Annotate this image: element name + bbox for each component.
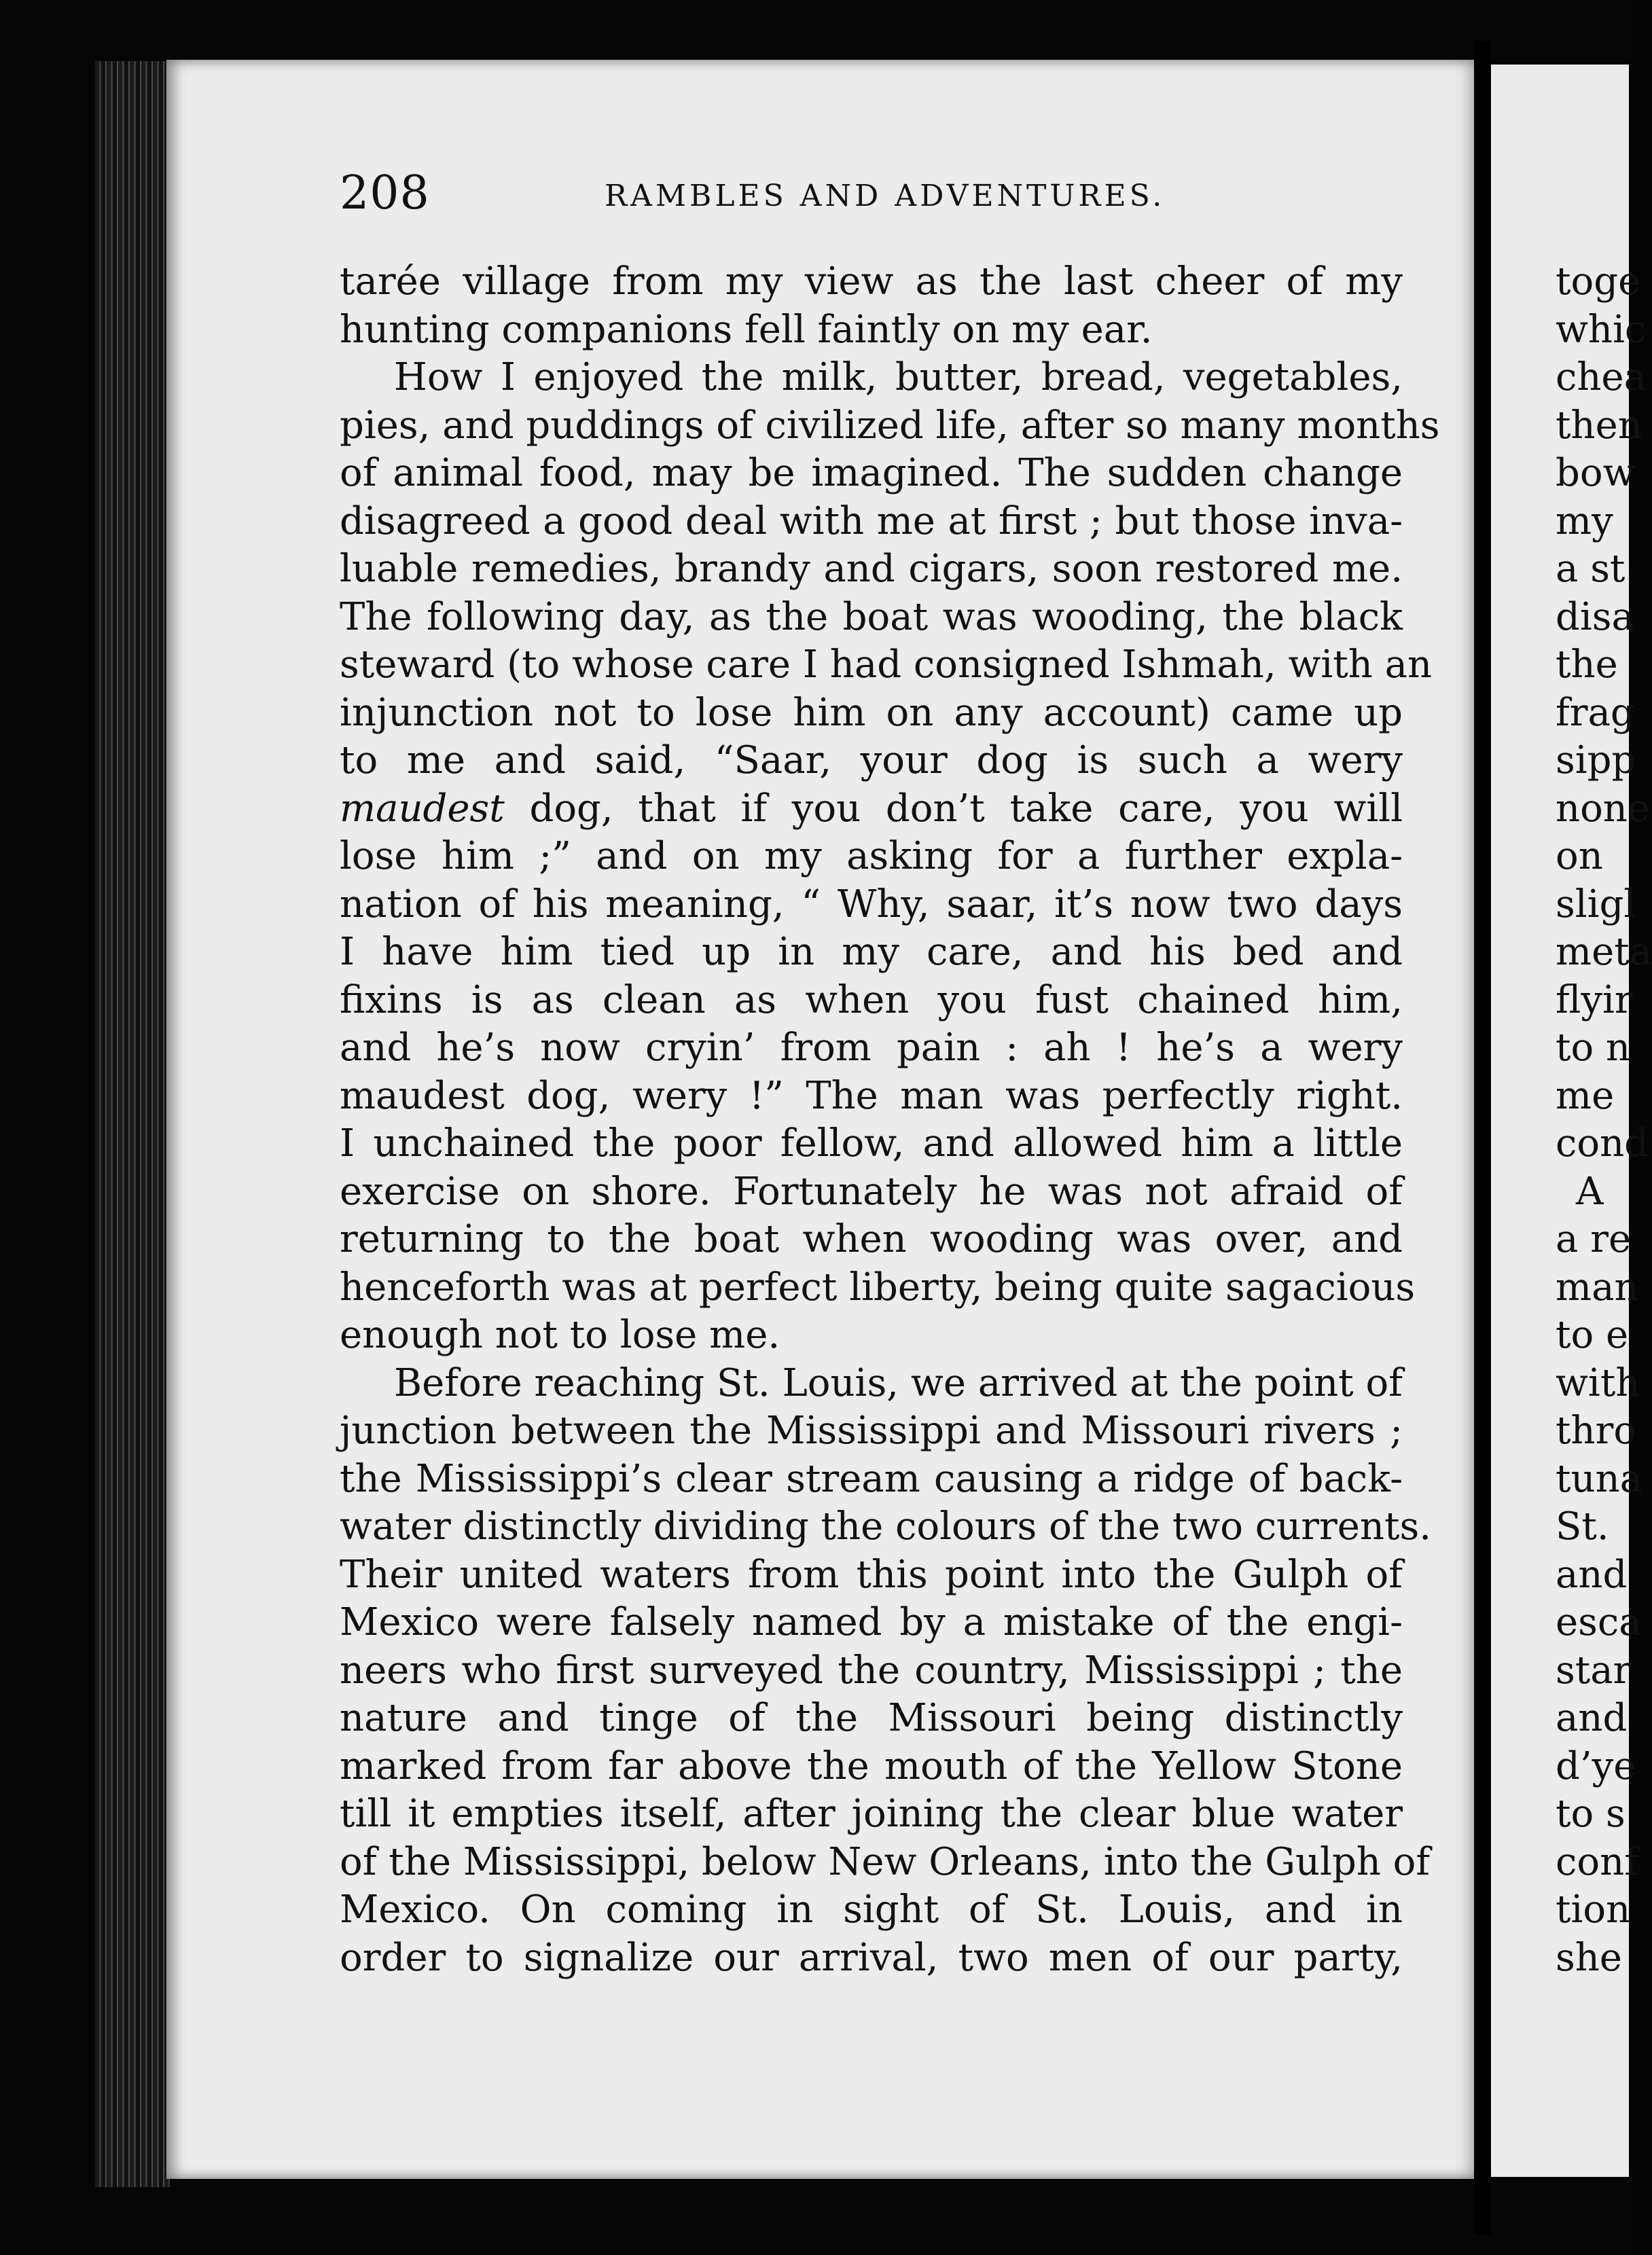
page-edges [95, 61, 170, 2187]
text-line: nature and tinge of the Missouri being distinctly [340, 1696, 1403, 1740]
text-line: steward (to whose care I had consigned Ishmah, with an [340, 643, 1433, 687]
book-gutter [1474, 41, 1491, 2235]
fragment-line: toge [1556, 259, 1641, 304]
text-line: of animal food, may be imagined. The sudden change [340, 451, 1403, 495]
fragment-line: whic [1556, 307, 1647, 352]
text-line-italic: maudest dog, that if you don’t take care, you will [340, 786, 1403, 831]
fragment-line: none [1556, 786, 1650, 831]
text-line: pies, and puddings of civilized life, after so many months [340, 403, 1440, 448]
italic-word: maudest [340, 786, 505, 831]
fragment-line: on [1556, 834, 1603, 878]
fragment-line: bow [1556, 451, 1636, 495]
fragment-line: meta [1556, 930, 1652, 974]
text-line: neers who first surveyed the country, Mississippi ; the [340, 1648, 1403, 1693]
text-line: tarée village from my view as the last cheer of my [340, 259, 1403, 304]
text-line: water distinctly dividing the colours of the two currents. [340, 1504, 1432, 1549]
text-line: marked from far above the mouth of the Yellow Stone [340, 1744, 1403, 1788]
fragment-line: to e [1556, 1313, 1629, 1357]
fragment-line: a re [1556, 1217, 1632, 1261]
text-line: hunting companions fell faintly on my ear. [340, 307, 1153, 352]
fragment-line: conf [1556, 1839, 1638, 1884]
running-head: RAMBLES AND ADVENTURES. [605, 179, 1166, 213]
fragment-line: star [1556, 1648, 1632, 1693]
fragment-line: and [1556, 1696, 1628, 1740]
text-line: Before reaching St. Louis, we arrived at the point of [394, 1360, 1403, 1405]
text-line: till it empties itself, after joining the clear blue water [340, 1792, 1403, 1836]
fragment-line: A [1576, 1169, 1604, 1214]
text-line: of the Mississippi, below New Orleans, into the Gulph of [340, 1839, 1431, 1884]
text-line: Their united waters from this point into the Gulph of [340, 1552, 1403, 1597]
fragment-line: my [1556, 499, 1613, 543]
page-number: 208 [340, 166, 430, 220]
fragment-line: with [1556, 1360, 1640, 1405]
fragment-line: thro [1556, 1409, 1637, 1453]
text-line: maudest dog, wery !” The man was perfectly right. [340, 1073, 1403, 1118]
text-line: The following day, as the boat was wooding, the black [340, 594, 1403, 639]
fragment-line: me [1556, 1073, 1615, 1118]
fragment-line: frag [1556, 690, 1635, 735]
text-line: returning to the boat when wooding was over, and [340, 1217, 1403, 1261]
fragment-line: a st [1556, 547, 1626, 591]
text-line: How I enjoyed the milk, butter, bread, vegetables, [394, 355, 1403, 399]
text-line: Mexico were falsely named by a mistake of the engi- [340, 1600, 1403, 1644]
fragment-line: tion [1556, 1888, 1631, 1932]
text-line: the Mississippi’s clear stream causing a ridge of back- [340, 1456, 1403, 1501]
text-line: fixins is as clean as when you fust chained him, [340, 977, 1403, 1022]
text-line: order to signalize our arrival, two men of our party, [340, 1935, 1403, 1980]
right-page-text [1556, 258, 1652, 1982]
fragment-line: to n [1556, 1026, 1631, 1070]
text-line: nation of his meaning, “ Why, saar, it’s now two days [340, 882, 1403, 926]
fragment-line: sipp [1556, 738, 1636, 782]
text-line: disagreed a good deal with me at first ; but those inva- [340, 499, 1403, 543]
text-line: luable remedies, brandy and cigars, soon restored me. [340, 547, 1403, 591]
fragment-line: d’ye [1556, 1744, 1636, 1788]
fragment-line: man [1556, 1265, 1639, 1310]
text-line: and he’s now cryin’ from pain : ah ! he’s a wery [340, 1026, 1403, 1070]
text-line: to me and said, “Saar, your dog is such a wery [340, 738, 1403, 782]
body-text [340, 258, 1440, 1982]
text-line: enough not to lose me. [340, 1313, 780, 1357]
fragment-line: tuna [1556, 1456, 1643, 1501]
fragment-line: then [1556, 403, 1642, 448]
text-line: henceforth was at perfect liberty, being quite sagacious [340, 1265, 1416, 1310]
text-line: I unchained the poor fellow, and allowed him a little [340, 1121, 1403, 1166]
fragment-line: St. [1556, 1504, 1609, 1549]
fragment-line: the [1556, 643, 1618, 687]
text-line: junction between the Mississippi and Missouri rivers ; [340, 1409, 1403, 1453]
fragment-line: flyir [1556, 977, 1633, 1022]
fragment-line: to s [1556, 1792, 1626, 1836]
fragment-line: sligl [1556, 882, 1636, 926]
fragment-line: she [1556, 1935, 1622, 1980]
text-line: injunction not to lose him on any account) came up [340, 690, 1403, 735]
fragment-line: esca [1556, 1600, 1642, 1644]
fragment-line: disa [1556, 594, 1634, 639]
text-line: lose him ;” and on my asking for a further expla- [340, 834, 1403, 878]
text-line: exercise on shore. Fortunately he was not afraid of [340, 1169, 1403, 1214]
fragment-line: cond [1556, 1121, 1649, 1166]
fragment-line: and [1556, 1552, 1628, 1597]
text-line: I have him tied up in my care, and his bed and [340, 930, 1403, 974]
page-header [340, 166, 1403, 228]
fragment-line: chea [1556, 355, 1647, 399]
text-line: Mexico. On coming in sight of St. Louis, and in [340, 1888, 1403, 1932]
